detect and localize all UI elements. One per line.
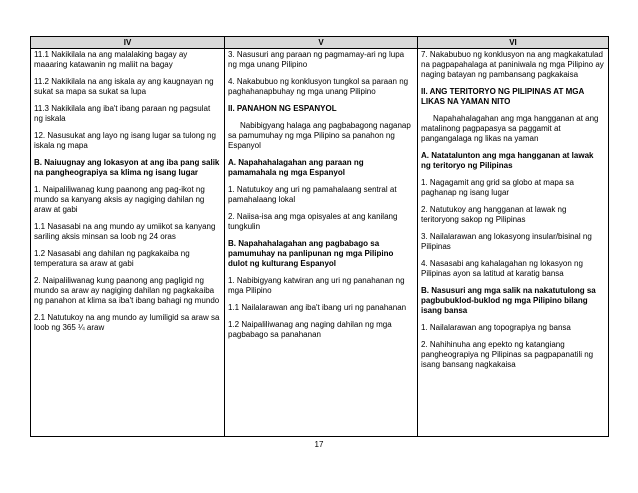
content-row xyxy=(31,49,609,437)
paragraph: 1.1 Nailalarawan ang iba't ibang uri ng panahanan xyxy=(228,303,407,312)
paragraph: Nabibigyang halaga ang pagbabagong naganap sa pamumuhay ng mga Pilipino sa panahon ng Espanyol xyxy=(228,121,411,150)
paragraph: 2.1 Natutukoy na ang mundo ay lumiligid sa araw sa loob ng 365 ¼ araw xyxy=(34,313,220,332)
paragraph: 1. Nagagamit ang grid sa globo at mapa sa paghanap ng isang lugar xyxy=(421,178,574,197)
paragraph: 11.3 Nakikilala ang iba't ibang paraan ng pagsulat ng iskala xyxy=(34,104,211,123)
column-iv-cell xyxy=(31,49,225,437)
paragraph: 2. Natutukoy ang hangganan at lawak ng teritoryong sakop ng Pilipinas xyxy=(421,205,567,224)
column-header-vi: VI xyxy=(418,37,609,49)
column-v-cell xyxy=(225,49,418,437)
paragraph: Napahahalagahan ang mga hangganan at ang matalinong pagpapasya sa paggamit at pangangalaga ng likas na yaman xyxy=(421,114,599,143)
column-vi-cell xyxy=(418,49,609,437)
column-header-iv: IV xyxy=(31,37,225,49)
paragraph: 1. Natutukoy ang uri ng pamahalaang sentral at pamahalaang lokal xyxy=(228,185,397,204)
section-heading: B. Napahahalagahan ang pagbabago sa pamumuhay na panlipunan ng mga Pilipino dulot ng kulturang Espanyol xyxy=(228,239,394,268)
paragraph: 2. Naiisa-isa ang mga opisyales at ang kanilang tungkulin xyxy=(228,212,398,231)
paragraph: 4. Nasasabi ang kahalagahan ng lokasyon ng Pilipinas ayon sa latitud at karatig bansa xyxy=(421,259,583,278)
paragraph: 7. Nakabubuo ng konklusyon na ang magkakatulad na pagpapahalaga at paniniwala ng mga Pilipino ay naging batayan ng pambansang pagkakaisa xyxy=(421,50,604,79)
paragraph: 1. Nailalarawan ang topograpiya ng bansa xyxy=(421,323,571,332)
curriculum-table xyxy=(30,36,609,437)
section-heading: B. Naiuugnay ang lokasyon at ang iba pang salik na pangheograpiya sa klima ng isang lugar xyxy=(34,158,220,177)
paragraph: 3. Nailalarawan ang lokasyong insular/bisinal ng Pilipinas xyxy=(421,232,592,251)
paragraph: 2. Naipaliliwanag kung paanong ang pagligid ng mundo sa araw ay nagiging dahilan ng pagkakaiba ng panahon at klima sa iba't ibang bahagi ng mundo xyxy=(34,276,220,305)
page-number: 17 xyxy=(314,440,324,449)
paragraph: 12. Nasusukat ang layo ng isang lugar sa tulong ng iskala ng mapa xyxy=(34,131,216,150)
section-heading: II. ANG TERITORYO NG PILIPINAS AT MGA LIKAS NA YAMAN NITO xyxy=(421,87,584,106)
paragraph: 2. Nahihinuha ang epekto ng katangiang pangheograpiya ng Pilipinas sa pagpapanatili ng isang bansang nagkakaisa xyxy=(421,340,594,369)
section-heading: B. Nasusuri ang mga salik na nakatutulong sa pagbubuklod-buklod ng mga Pilipino bilang isang bansa xyxy=(421,286,596,315)
header-row xyxy=(31,37,609,49)
paragraph: 1.2 Naipaliliwanag ang naging dahilan ng mga pagbabago sa panahanan xyxy=(228,320,392,339)
paragraph: 4. Nakabubuo ng konklusyon tungkol sa paraan ng paghahanapbuhay ng mga unang Pilipino xyxy=(228,77,409,96)
section-heading: II. PANAHON NG ESPANYOL xyxy=(228,104,337,113)
paragraph: 1.2 Nasasabi ang dahilan ng pagkakaiba ng temperatura sa araw at gabi xyxy=(34,249,190,268)
section-heading: A. Natatalunton ang mga hangganan at lawak ng teritoryo ng Pilipinas xyxy=(421,151,594,170)
paragraph: 3. Nasusuri ang paraan ng pagmamay-ari ng lupa ng mga unang Pilipino xyxy=(228,50,405,69)
paragraph: 1. Nabibigyang katwiran ang uri ng panahanan ng mga Pilipino xyxy=(228,276,405,295)
paragraph: 1. Naipaliliwanag kung paanong ang pag-ikot ng mundo sa kanyang aksis ay nagiging dahilan ng araw at gabi xyxy=(34,185,205,214)
paragraph: 11.2 Nakikilala na ang iskala ay ang kaugnayan ng sukat sa mapa sa sukat sa lupa xyxy=(34,77,214,96)
paragraph: 1.1 Nasasabi na ang mundo ay umiikot sa kanyang sariling aksis minsan sa loob ng 24 oras xyxy=(34,222,216,241)
paragraph: 11.1 Nakikilala na ang malalaking bagay ay maaaring katawanin ng maliit na bagay xyxy=(34,50,188,69)
section-heading: A. Napahahalagahan ang paraan ng pamamahala ng mga Espanyol xyxy=(228,158,364,177)
column-header-v: V xyxy=(225,37,418,49)
